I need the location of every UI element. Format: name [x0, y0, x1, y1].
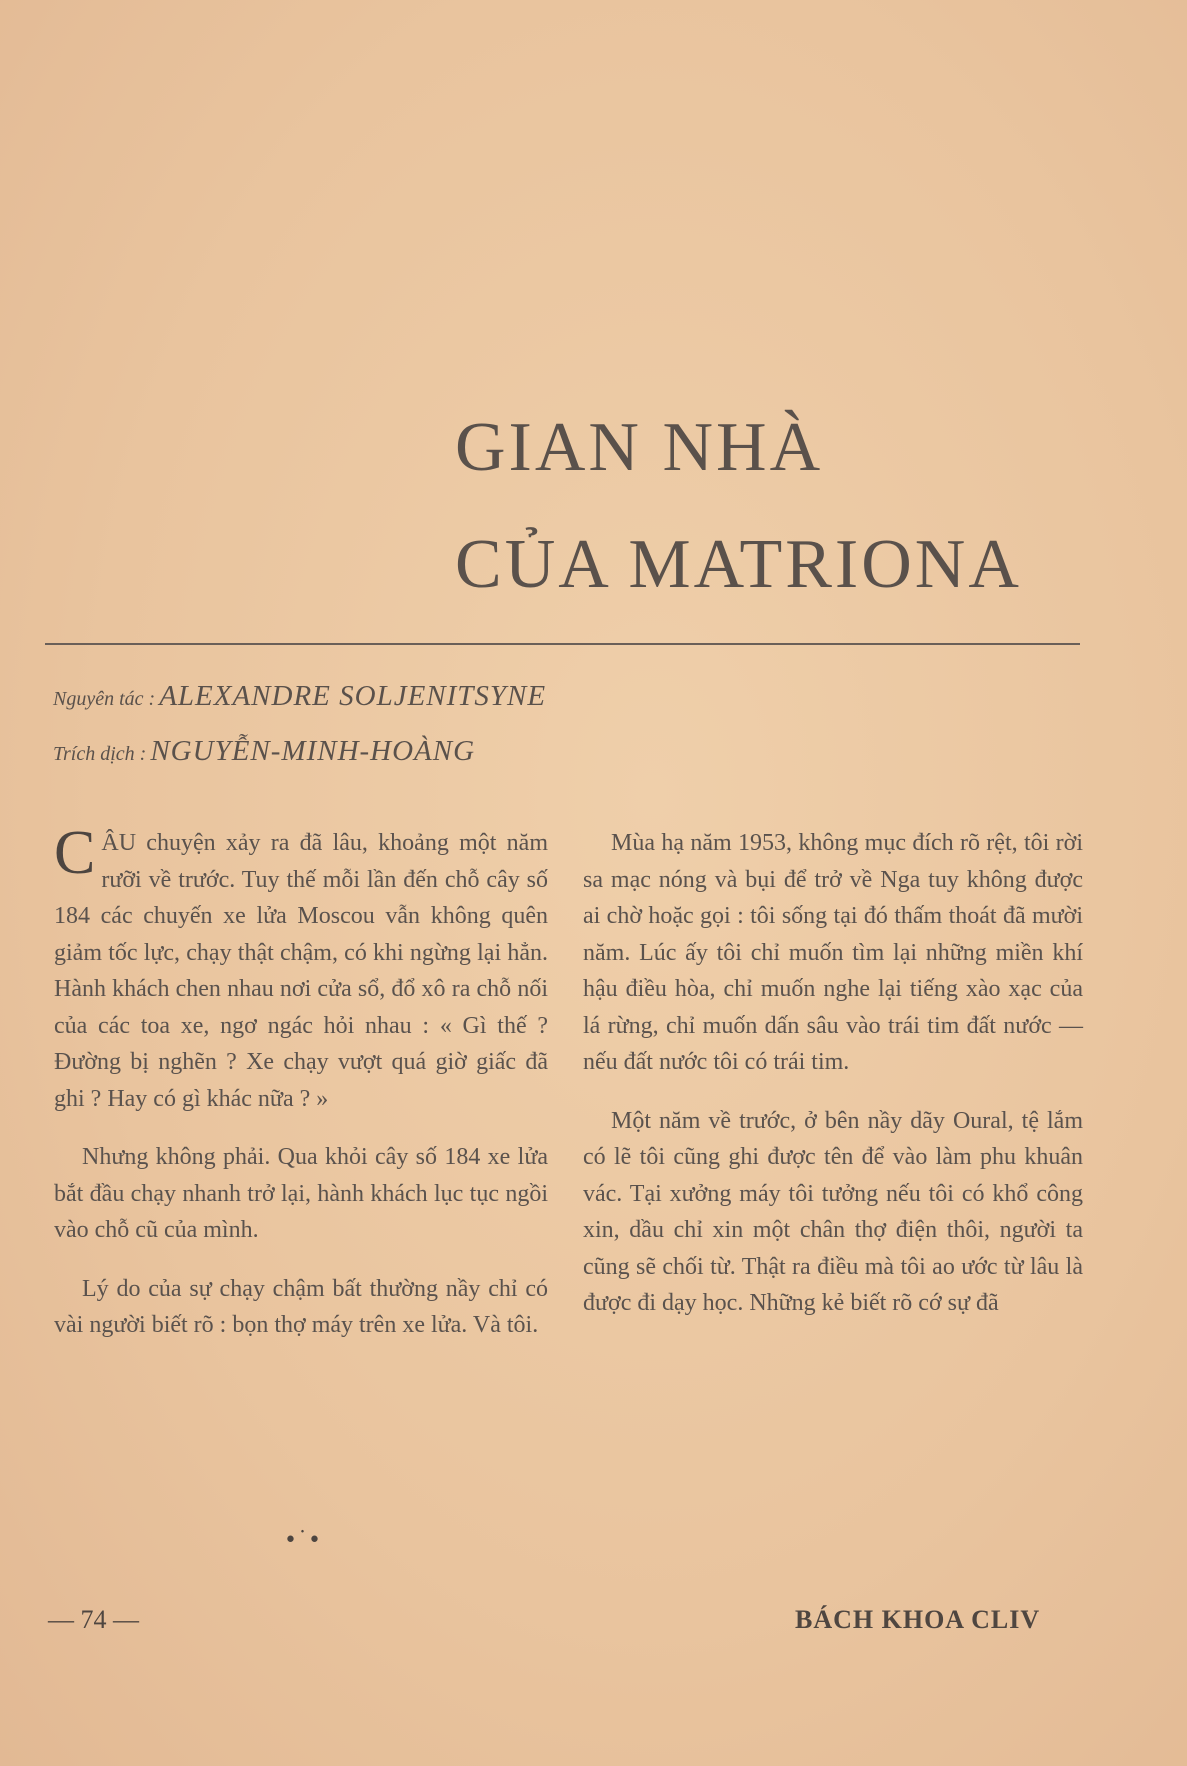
- drop-cap: C: [54, 819, 96, 887]
- paragraph: Lý do của sự chạy chậm bất thường nầy chỉ có vài người biết rõ : bọn thợ máy trên xe lửa. Và tôi.: [54, 1275, 548, 1338]
- article-title-line-1: GIAN NHÀ: [455, 409, 824, 486]
- author-label: Nguyên tác :: [53, 688, 156, 710]
- page-number: — 74 —: [48, 1605, 139, 1634]
- left-column: [54, 819, 548, 1366]
- article-title-line-2: CỦA MATRIONA: [455, 526, 1022, 603]
- paragraph: Mùa hạ năm 1953, không mục đích rõ rệt, tôi rời sa mạc nóng và bụi để trở về Nga tuy không được ai chờ hoặc gọi : tôi sống tại đó thấm thoát đã mười năm. Lúc ấy tôi chỉ muốn tìm lại những miền khí hậu điều hòa, chỉ muốn nghe lại tiếng xào xạc của lá rừng, chỉ muốn dấn sâu vào trái tim đất nước — nếu đất nước tôi có trái tim.: [583, 830, 1083, 1075]
- paragraph: [54, 819, 548, 1117]
- author-name: ALEXANDRE SOLJENITSYNE: [159, 680, 547, 712]
- paragraph: Một năm về trước, ở bên nầy dãy Oural, tệ lắm có lẽ tôi cũng ghi được tên để vào làm phu khuân vác. Tại xưởng máy tôi tưởng nếu tôi có khổ công xin, dầu chỉ xin một chân thợ điện thôi, người ta cũng sẽ chối từ. Thật ra điều mà tôi ao ước từ lâu là được đi dạy học. Những kẻ biết rõ cớ sự đã: [583, 1107, 1083, 1316]
- title-divider: [45, 643, 1080, 645]
- translator-credit: [53, 735, 475, 768]
- magazine-name: BÁCH KHOA CLIV: [795, 1605, 1041, 1634]
- paragraph: Nhưng không phải. Qua khỏi cây số 184 xe lửa bắt đầu chạy nhanh trở lại, hành khách lục tục ngồi vào chỗ cũ của mình.: [54, 1144, 548, 1243]
- right-column: [583, 825, 1083, 1344]
- translator-name: NGUYỄN-MINH-HOÀNG: [150, 735, 476, 767]
- translator-label: Trích dịch :: [53, 743, 147, 765]
- section-separator: •˙•: [284, 1528, 321, 1553]
- paragraph-text: ÂU chuyện xảy ra đã lâu, khoảng một năm rưỡi về trước. Tuy thế mỗi lần đến chỗ cây số 184 các chuyến xe lửa Moscou vẫn không quên giảm tốc lực, chạy thật chậm, có khi ngừng lại hẳn. Hành khách chen nhau nơi cửa sổ, đổ xô ra chỗ nối của các toa xe, ngơ ngác hỏi nhau : « Gì thế ? Đường bị nghẽn ? Xe chạy vượt quá giờ giấc đã ghi ? Hay có gì khác nữa ? »: [54, 830, 548, 1112]
- author-credit: [53, 680, 546, 713]
